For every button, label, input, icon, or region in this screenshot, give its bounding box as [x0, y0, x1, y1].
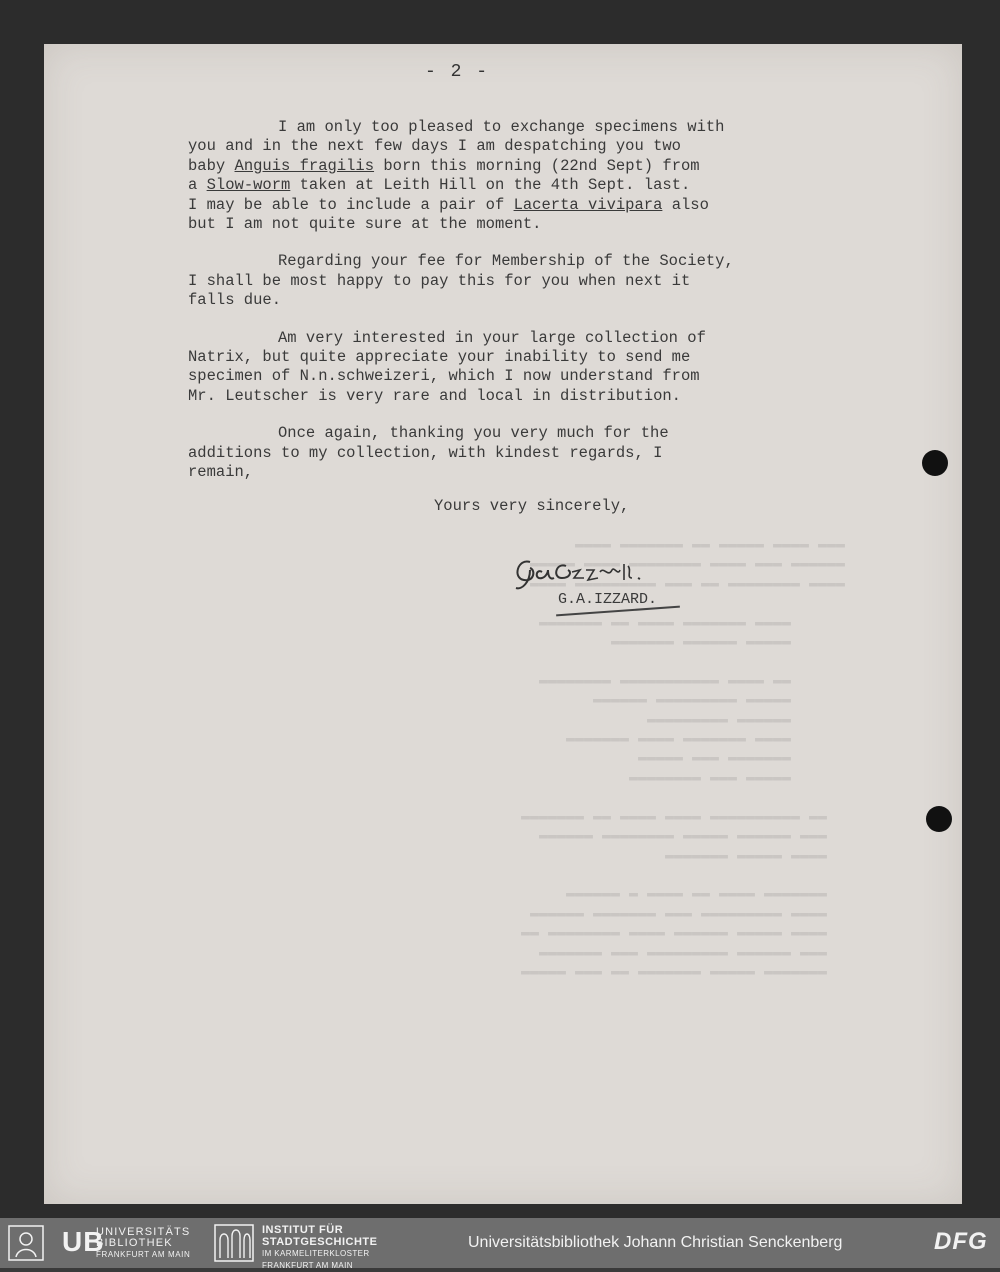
handwritten-signature [508, 548, 708, 592]
isg-line-3: IM KARMELITERKLOSTER [262, 1249, 370, 1258]
paragraph-membership: Regarding your fee for Membership of the Society, I shall be most happy to pay this for you when next it falls due. [188, 252, 734, 310]
isg-line-1: INSTITUT FÜR [262, 1224, 344, 1236]
isg-line-4: FRANKFURT AM MAIN [262, 1261, 353, 1270]
library-name: Universitätsbibliothek Johann Christian Senckenberg [468, 1234, 843, 1251]
ub-logo-text: UB [62, 1226, 105, 1257]
dfg-logo: DFG [934, 1228, 988, 1255]
punch-hole [922, 450, 948, 476]
isg-name [262, 1224, 377, 1272]
closing-line: Yours very sincerely, [434, 497, 630, 515]
page-number: - 2 - [425, 62, 490, 82]
punch-hole [926, 806, 952, 832]
ub-line-2: BIBLIOTHEK [96, 1237, 173, 1249]
university-seal-icon [8, 1225, 60, 1261]
letter-body [188, 118, 838, 501]
ub-line-3: FRANKFURT AM MAIN [96, 1250, 191, 1259]
signer-name: G.A.IZZARD. [558, 591, 658, 608]
ub-line-1: UNIVERSITÄTS [96, 1226, 191, 1238]
isg-line-2: STADTGESCHICHTE [262, 1236, 378, 1248]
paragraph-natrix: Am very interested in your large collection of Natrix, but quite appreciate your inability to send me specimen of N.n.schweizeri, which I now understand from Mr. Leutscher is very rare and local in distribution. [188, 328, 706, 405]
ub-name [96, 1227, 190, 1260]
footer-bar [0, 1218, 1000, 1268]
building-arches-icon [214, 1224, 254, 1262]
paragraph-thanks: Once again, thanking you very much for the additions to my collection, with kindest regards, I remain, [188, 424, 669, 482]
paragraph-exchange: I am only too pleased to exchange specimens with you and in the next few days I am despatching you two baby Anguis fragilis born this morning (22nd Sept) from a Slow-worm taken at Leith Hill on the 4th Sept. last. I may be able to include a pair of Lacerta vivipara also but I am not quite sure at the moment. [188, 118, 725, 234]
